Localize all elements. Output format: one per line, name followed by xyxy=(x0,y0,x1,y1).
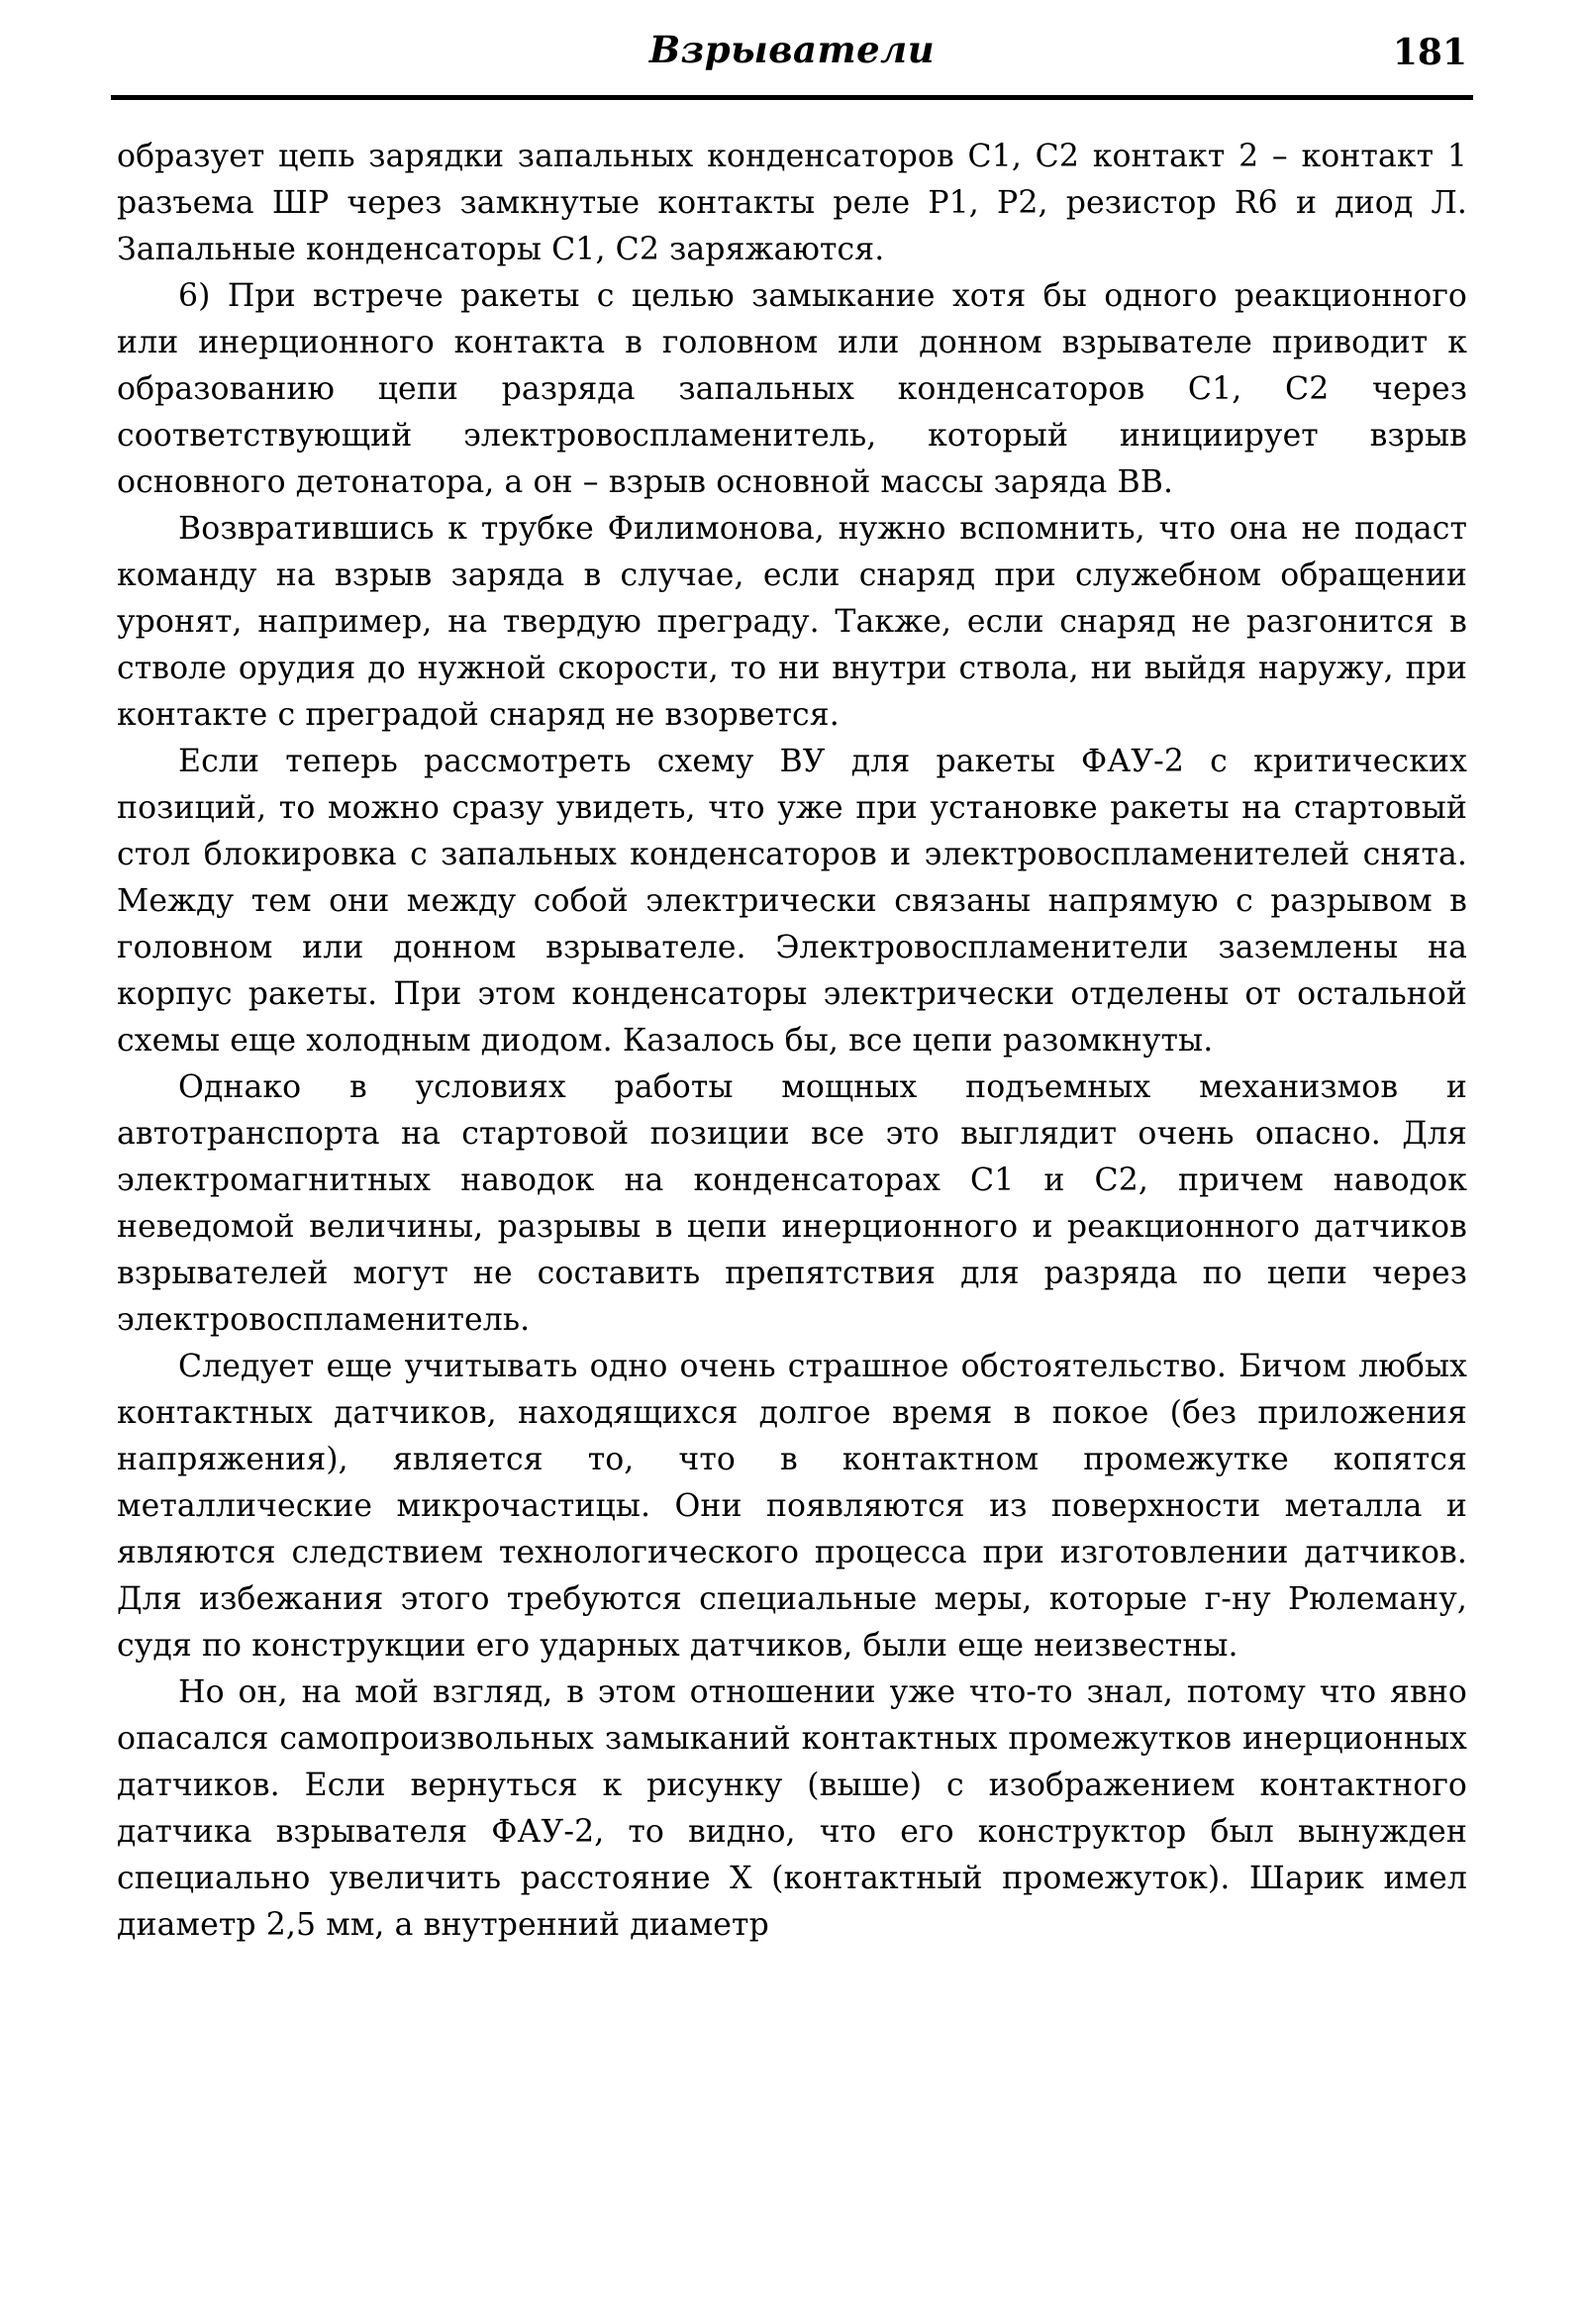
document-page xyxy=(0,30,1584,2324)
paragraph: Но он, на мой взгляд, в этом отношении уже что-то знал, потому что явно опасался самопроизвольных замыканий контактных промежутков инерционных датчиков. Если вернуться к рисунку (выше) с изображением контактного датчика взрывателя ФАУ-2, то видно, что его конструктор был вынужден специально увеличить расстояние X (контактный промежуток). Шарик имел диаметр 2,5 мм, а внутренний диаметр xyxy=(117,1674,1467,1943)
paragraph: Возвратившись к трубке Филимонова, нужно вспомнить, что она не подаст команду на взрыв заряда в случае, если снаряд при служебном обращении уронят, например, на твердую преграду. Также, если снаряд не разгонится в стволе орудия до нужной скорости, то ни внутри ствола, ни выйдя наружу, при контакте с преградой снаряд не взорвется. xyxy=(117,511,1467,733)
running-head-title: Взрыватели xyxy=(648,28,936,71)
paragraph: образует цепь зарядки запальных конденсаторов С1, С2 контакт 2 – контакт 1 разъема ШР через замкнутые контакты реле Р1, Р2, резистор R6 и диод Л. Запальные конденсаторы С1, С2 заряжаются. xyxy=(117,139,1467,267)
paragraph: Следует еще учитывать одно очень страшное обстоятельство. Бичом любых контактных датчиков, находящихся долгое время в покое (без приложения напряжения), является то, что в контактном промежутке копятся металлические микрочастицы. Они появляются из поверхности металла и являются следствием технологического процесса при изготовлении датчиков. Для избежания этого требуются специальные меры, которые г-ну Рюлеману, судя по конструкции его ударных датчиков, были еще неизвестны. xyxy=(117,1349,1467,1664)
paragraph: Однако в условиях работы мощных подъемных механизмов и автотранспорта на стартовой позиции все это выглядит очень опасно. Для электромагнитных наводок на конденсаторах С1 и С2, причем наводок неведомой величины, разрывы в цепи инерционного и реакционного датчиков взрывателей могут не составить препятствия для разряда по цепи через электровоспламенитель. xyxy=(117,1069,1467,1338)
body-text xyxy=(117,134,1467,1949)
paragraph: 6) При встрече ракеты с целью замыкание хотя бы одного реакционного или инерционного контакта в головном или донном взрывателе приводит к образованию цепи разряда запальных конденсаторов С1, С2 через соответствующий электровоспламенитель, который инициирует взрыв основного детонатора, а он – взрыв основной массы заряда ВВ. xyxy=(117,278,1467,500)
header-divider-rule xyxy=(111,95,1473,100)
page-header xyxy=(117,30,1467,91)
page-number: 181 xyxy=(1392,32,1467,73)
paragraph: Если теперь рассмотреть схему ВУ для ракеты ФАУ-2 с критических позиций, то можно сразу увидеть, что уже при установке ракеты на стартовый стол блокировка с запальных конденсаторов и электровоспламенителей снята. Между тем они между собой электрически связаны напрямую с разрывом в головном или донном взрывателе. Электровоспламенители заземлены на корпус ракеты. При этом конденсаторы электрически отделены от остальной схемы еще холодным диодом. Казалось бы, все цепи разомкнуты. xyxy=(117,744,1467,1059)
